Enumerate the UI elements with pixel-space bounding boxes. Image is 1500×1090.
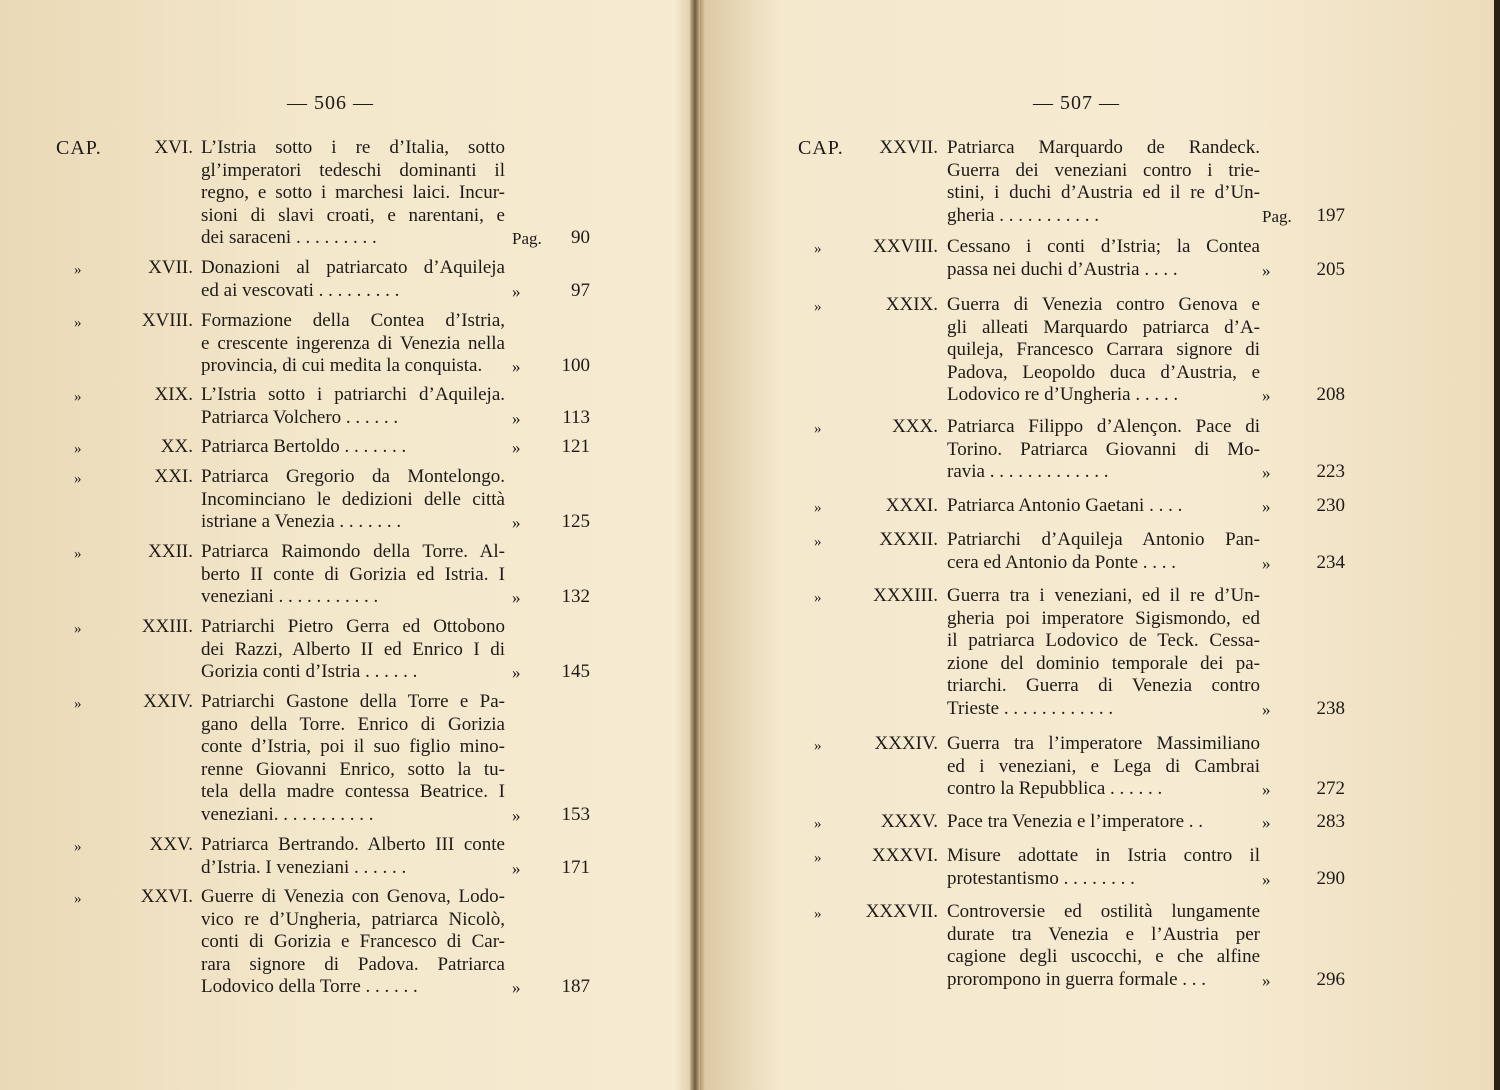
page-marker: » [1262, 497, 1271, 516]
ditto-mark: » [814, 299, 822, 315]
chapter-title [947, 901, 1260, 991]
chapter-title-line: Cessano i conti d’Istria; la Contea [947, 236, 1260, 257]
chapter-number: XXXIII. [873, 585, 938, 606]
page-marker: » [512, 805, 521, 825]
ditto-mark: » [74, 389, 82, 405]
chapter-title-line: L’Istria sotto i re d’Italia, sotto [201, 137, 505, 158]
chapter-title-line: conte d’Istria, poi il suo figlio mino- [201, 736, 505, 757]
ditto-mark: » [814, 421, 822, 437]
ditto-mark: » [74, 441, 82, 457]
page-marker: » [1262, 463, 1271, 482]
page-marker: » [512, 663, 521, 682]
chapter-title-line: cagione degli uscocchi, e che alfine [947, 946, 1260, 967]
page-number: 132 [561, 586, 590, 607]
chapter-title-line: gheria . . . . . . . . . . . [947, 204, 1099, 226]
chapter-title-line: ed ai vescovati . . . . . . . . . [201, 279, 400, 301]
page-number: 296 [1316, 968, 1345, 990]
page-number: 187 [561, 976, 590, 997]
chapter-title-line: conti di Gorizia e Francesco di Car- [201, 931, 505, 952]
page-number: 90 [571, 227, 590, 248]
chapter-title-line: passa nei duchi d’Austria . . . . [947, 258, 1178, 280]
chapter-title-line: quileja, Francesco Carrara signore di [947, 339, 1260, 360]
page-marker: » [1262, 869, 1271, 889]
chapter-number: XX. [160, 436, 193, 457]
chapter-title [947, 845, 1260, 890]
chapter-title-line: berto II conte di Gorizia ed Istria. I [201, 563, 505, 585]
page-marker: » [1262, 386, 1271, 405]
chapter-title-line: dei saraceni . . . . . . . . . [201, 227, 377, 248]
chapter-title-line: istriane a Venezia . . . . . . . [201, 511, 402, 532]
page-marker: » [512, 588, 521, 607]
page-number: 197 [1316, 204, 1345, 226]
chapter-title-line: Guerra dei veneziani contro i trie- [947, 159, 1260, 181]
chapter-number: XXIII. [141, 616, 193, 637]
ditto-mark: » [74, 315, 82, 331]
chapter-number: XXXI. [885, 495, 938, 516]
chapter-number: XXIV. [143, 691, 193, 712]
page-number: 208 [1316, 384, 1345, 405]
page-number: 171 [561, 856, 590, 878]
chapter-title-line: provincia, di cui medita la conquista. [201, 355, 483, 376]
page-number: 125 [561, 511, 590, 532]
chapter-title [201, 257, 505, 302]
chapter-number: XXXVII. [865, 901, 938, 922]
ditto-mark: » [814, 816, 822, 832]
ditto-mark: » [74, 262, 82, 278]
chapter-title [201, 466, 505, 534]
chapter-title [201, 886, 505, 999]
chapter-title [947, 733, 1260, 801]
chapter-title [201, 384, 505, 429]
ditto-mark: » [814, 738, 822, 754]
chapter-title [947, 294, 1260, 407]
chapter-number: XXV. [149, 834, 193, 855]
page-right [700, 0, 1500, 1090]
chapter-title [201, 616, 505, 684]
chapter-title-line: Controversie ed ostilità lungamente [947, 901, 1260, 922]
chapter-number: XXVI. [140, 886, 193, 907]
chapter-title-line: L’Istria sotto i patriarchi d’Aquileja. [201, 384, 505, 405]
page-number: 230 [1316, 495, 1345, 516]
chapter-title-line: Donazioni al patriarcato d’Aquileja [201, 257, 505, 278]
chapter-title [201, 310, 505, 378]
chapter-title-line: il patriarca Lodovico de Teck. Cessa- [947, 630, 1260, 651]
page-marker: » [1262, 260, 1271, 280]
chapter-title [947, 236, 1260, 281]
ditto-mark: » [814, 906, 822, 922]
page-number: 153 [561, 803, 590, 825]
chapter-title-line: gano della Torre. Enrico di Gorizia [201, 713, 505, 735]
page-number: 238 [1316, 697, 1345, 719]
chapter-title-line: Patriarca Bertoldo . . . . . . . [201, 436, 407, 457]
page-marker: » [512, 858, 521, 878]
chapter-title-line: zione del dominio temporale dei pa- [947, 652, 1260, 674]
chapter-number: XXXII. [879, 529, 938, 550]
chapter-title-line: vico re d’Ungheria, patriarca Nicolò, [201, 908, 505, 930]
chapter-title-line: rara signore di Padova. Patriarca [201, 953, 505, 975]
ditto-mark: » [74, 621, 82, 637]
chapter-title-line: tela della madre contessa Beatrice. I [201, 781, 505, 802]
chapter-title [201, 691, 505, 826]
chapter-title-line: Incominciano le dedizioni delle città [201, 488, 505, 510]
chapter-title-line: Misure adottate in Istria contro il [947, 845, 1260, 866]
chapter-title-line: gli alleati Marquardo patriarca d’A- [947, 316, 1260, 338]
chapter-title-line: Patriarchi Pietro Gerra ed Ottobono [201, 616, 505, 637]
page-left [0, 0, 690, 1090]
chapter-title-line: veneziani . . . . . . . . . . . [201, 586, 379, 607]
chapter-title-line: Pace tra Venezia e l’imperatore . . [947, 811, 1204, 832]
cap-label-left: CAP. [56, 137, 102, 159]
chapter-title-line: Guerra tra l’imperatore Massimiliano [947, 733, 1260, 754]
chapter-title-line: Torino. Patriarca Giovanni di Mo- [947, 438, 1260, 460]
chapter-title-line: veneziani. . . . . . . . . . . [201, 803, 374, 825]
page-number: 272 [1316, 778, 1345, 799]
chapter-title-line: Patriarca Volchero . . . . . . [201, 406, 399, 428]
chapter-number: XXVII. [879, 137, 938, 158]
chapter-title-line: Guerra di Venezia contro Genova e [947, 294, 1260, 315]
chapter-title-line: protestantismo . . . . . . . . [947, 867, 1135, 889]
chapter-number: XXXVI. [872, 845, 938, 866]
ditto-mark: » [74, 839, 82, 855]
page-marker: » [1262, 813, 1271, 832]
ditto-mark: » [74, 546, 82, 562]
page-marker: Pag. [1262, 206, 1292, 226]
chapter-title [947, 137, 1260, 227]
chapter-title-line: triarchi. Guerra di Venezia contro [947, 675, 1260, 696]
chapter-title [201, 137, 505, 250]
chapter-title [201, 541, 505, 609]
chapter-title-line: sioni di slavi croati, e narentani, e [201, 204, 505, 226]
chapter-title [947, 585, 1260, 720]
chapter-title-line: Guerra tra i veneziani, ed il re d’Un- [947, 585, 1260, 606]
chapter-title [947, 416, 1260, 484]
page-number: 145 [561, 661, 590, 682]
page-number: 290 [1316, 867, 1345, 889]
folio-left: — 506 — [287, 92, 374, 114]
chapter-title-line: renne Giovanni Enrico, sotto la tu- [201, 758, 505, 780]
page-number: 121 [561, 436, 590, 457]
ditto-mark: » [814, 850, 822, 866]
page-marker: » [1262, 970, 1271, 990]
cap-label-right: CAP. [798, 137, 844, 159]
chapter-title-line: gl’imperatori tedeschi dominanti il [201, 159, 505, 181]
chapter-title-line: Gorizia conti d’Istria . . . . . . [201, 661, 418, 682]
page-number: 100 [561, 355, 590, 376]
chapter-title-line: Patriarca Antonio Gaetani . . . . [947, 495, 1183, 516]
chapter-number: XXVIII. [873, 236, 938, 257]
chapter-title-line: cera ed Antonio da Ponte . . . . [947, 551, 1177, 573]
folio-right: — 507 — [1033, 92, 1120, 114]
ditto-mark: » [814, 241, 822, 257]
page-marker: » [1262, 780, 1271, 799]
ditto-mark: » [74, 696, 82, 712]
book-gutter [690, 0, 700, 1090]
chapter-title-line: Patriarchi Gastone della Torre e Pa- [201, 691, 505, 712]
page-number: 113 [562, 406, 590, 428]
chapter-title-line: Padova, Leopoldo duca d’Austria, e [947, 361, 1260, 383]
chapter-title-line: Guerre di Venezia con Genova, Lodo- [201, 886, 505, 907]
ditto-mark: » [74, 471, 82, 487]
page-marker: » [512, 513, 521, 532]
ditto-mark: » [814, 590, 822, 606]
chapter-title-line: dei Razzi, Alberto II ed Enrico I di [201, 638, 505, 660]
chapter-number: XXII. [148, 541, 193, 562]
chapter-title-line: Patriarca Gregorio da Montelongo. [201, 466, 505, 487]
chapter-number: XVII. [148, 257, 193, 278]
chapter-title-line: Patriarca Marquardo de Randeck. [947, 137, 1260, 158]
chapter-title-line: contro la Repubblica . . . . . . [947, 778, 1163, 799]
ditto-mark: » [814, 500, 822, 516]
chapter-title-line: Patriarca Bertrando. Alberto III conte [201, 834, 505, 855]
chapter-title-line: Lodovico della Torre . . . . . . [201, 976, 418, 997]
chapter-title-line: d’Istria. I veneziani . . . . . . [201, 856, 407, 878]
chapter-title-line: Trieste . . . . . . . . . . . . [947, 697, 1114, 719]
chapter-number: XXXIV. [874, 733, 938, 754]
chapter-title [947, 811, 1260, 834]
chapter-number: XXI. [154, 466, 193, 487]
chapter-number: XVIII. [141, 310, 193, 331]
chapter-title [947, 529, 1260, 574]
page-number: 283 [1316, 811, 1345, 832]
ditto-mark: » [74, 891, 82, 907]
chapter-number: XXX. [892, 416, 938, 437]
page-marker: » [512, 978, 521, 997]
chapter-title [947, 495, 1260, 518]
chapter-title-line: durate tra Venezia e l’Austria per [947, 923, 1260, 945]
chapter-title-line: Formazione della Contea d’Istria, [201, 310, 505, 331]
page-number: 234 [1316, 551, 1345, 573]
page-marker: » [1262, 699, 1271, 719]
chapter-title-line: ed i veneziani, e Lega di Cambrai [947, 755, 1260, 777]
page-number: 223 [1316, 461, 1345, 482]
page-marker: Pag. [512, 229, 542, 248]
chapter-title-line: Patriarca Filippo d’Alençon. Pace di [947, 416, 1260, 437]
chapter-title-line: e crescente ingerenza di Venezia nella [201, 332, 505, 354]
page-number: 97 [571, 279, 590, 301]
chapter-title-line: ravia . . . . . . . . . . . . . [947, 461, 1109, 482]
chapter-number: XXXV. [880, 811, 938, 832]
page-number: 205 [1316, 258, 1345, 280]
chapter-number: XIX. [154, 384, 193, 405]
chapter-title [201, 436, 505, 459]
chapter-number: XXIX. [885, 294, 938, 315]
page-marker: » [1262, 553, 1271, 573]
chapter-number: XVI. [154, 137, 193, 158]
chapter-title-line: Lodovico re d’Ungheria . . . . . [947, 384, 1179, 405]
chapter-title-line: gheria poi imperatore Sigismondo, ed [947, 607, 1260, 629]
chapter-title-line: prorompono in guerra formale . . . [947, 968, 1207, 990]
chapter-title-line: stini, i duchi d’Austria ed il re d’Un- [947, 182, 1260, 203]
page-marker: » [512, 281, 521, 301]
ditto-mark: » [814, 534, 822, 550]
page-marker: » [512, 438, 521, 457]
page-marker: » [512, 408, 521, 428]
chapter-title-line: regno, e sotto i marchesi laici. Incur- [201, 182, 505, 203]
chapter-title-line: Patriarca Raimondo della Torre. Al- [201, 541, 505, 562]
page-marker: » [512, 357, 521, 376]
chapter-title-line: Patriarchi d’Aquileja Antonio Pan- [947, 529, 1260, 550]
chapter-title [201, 834, 505, 879]
